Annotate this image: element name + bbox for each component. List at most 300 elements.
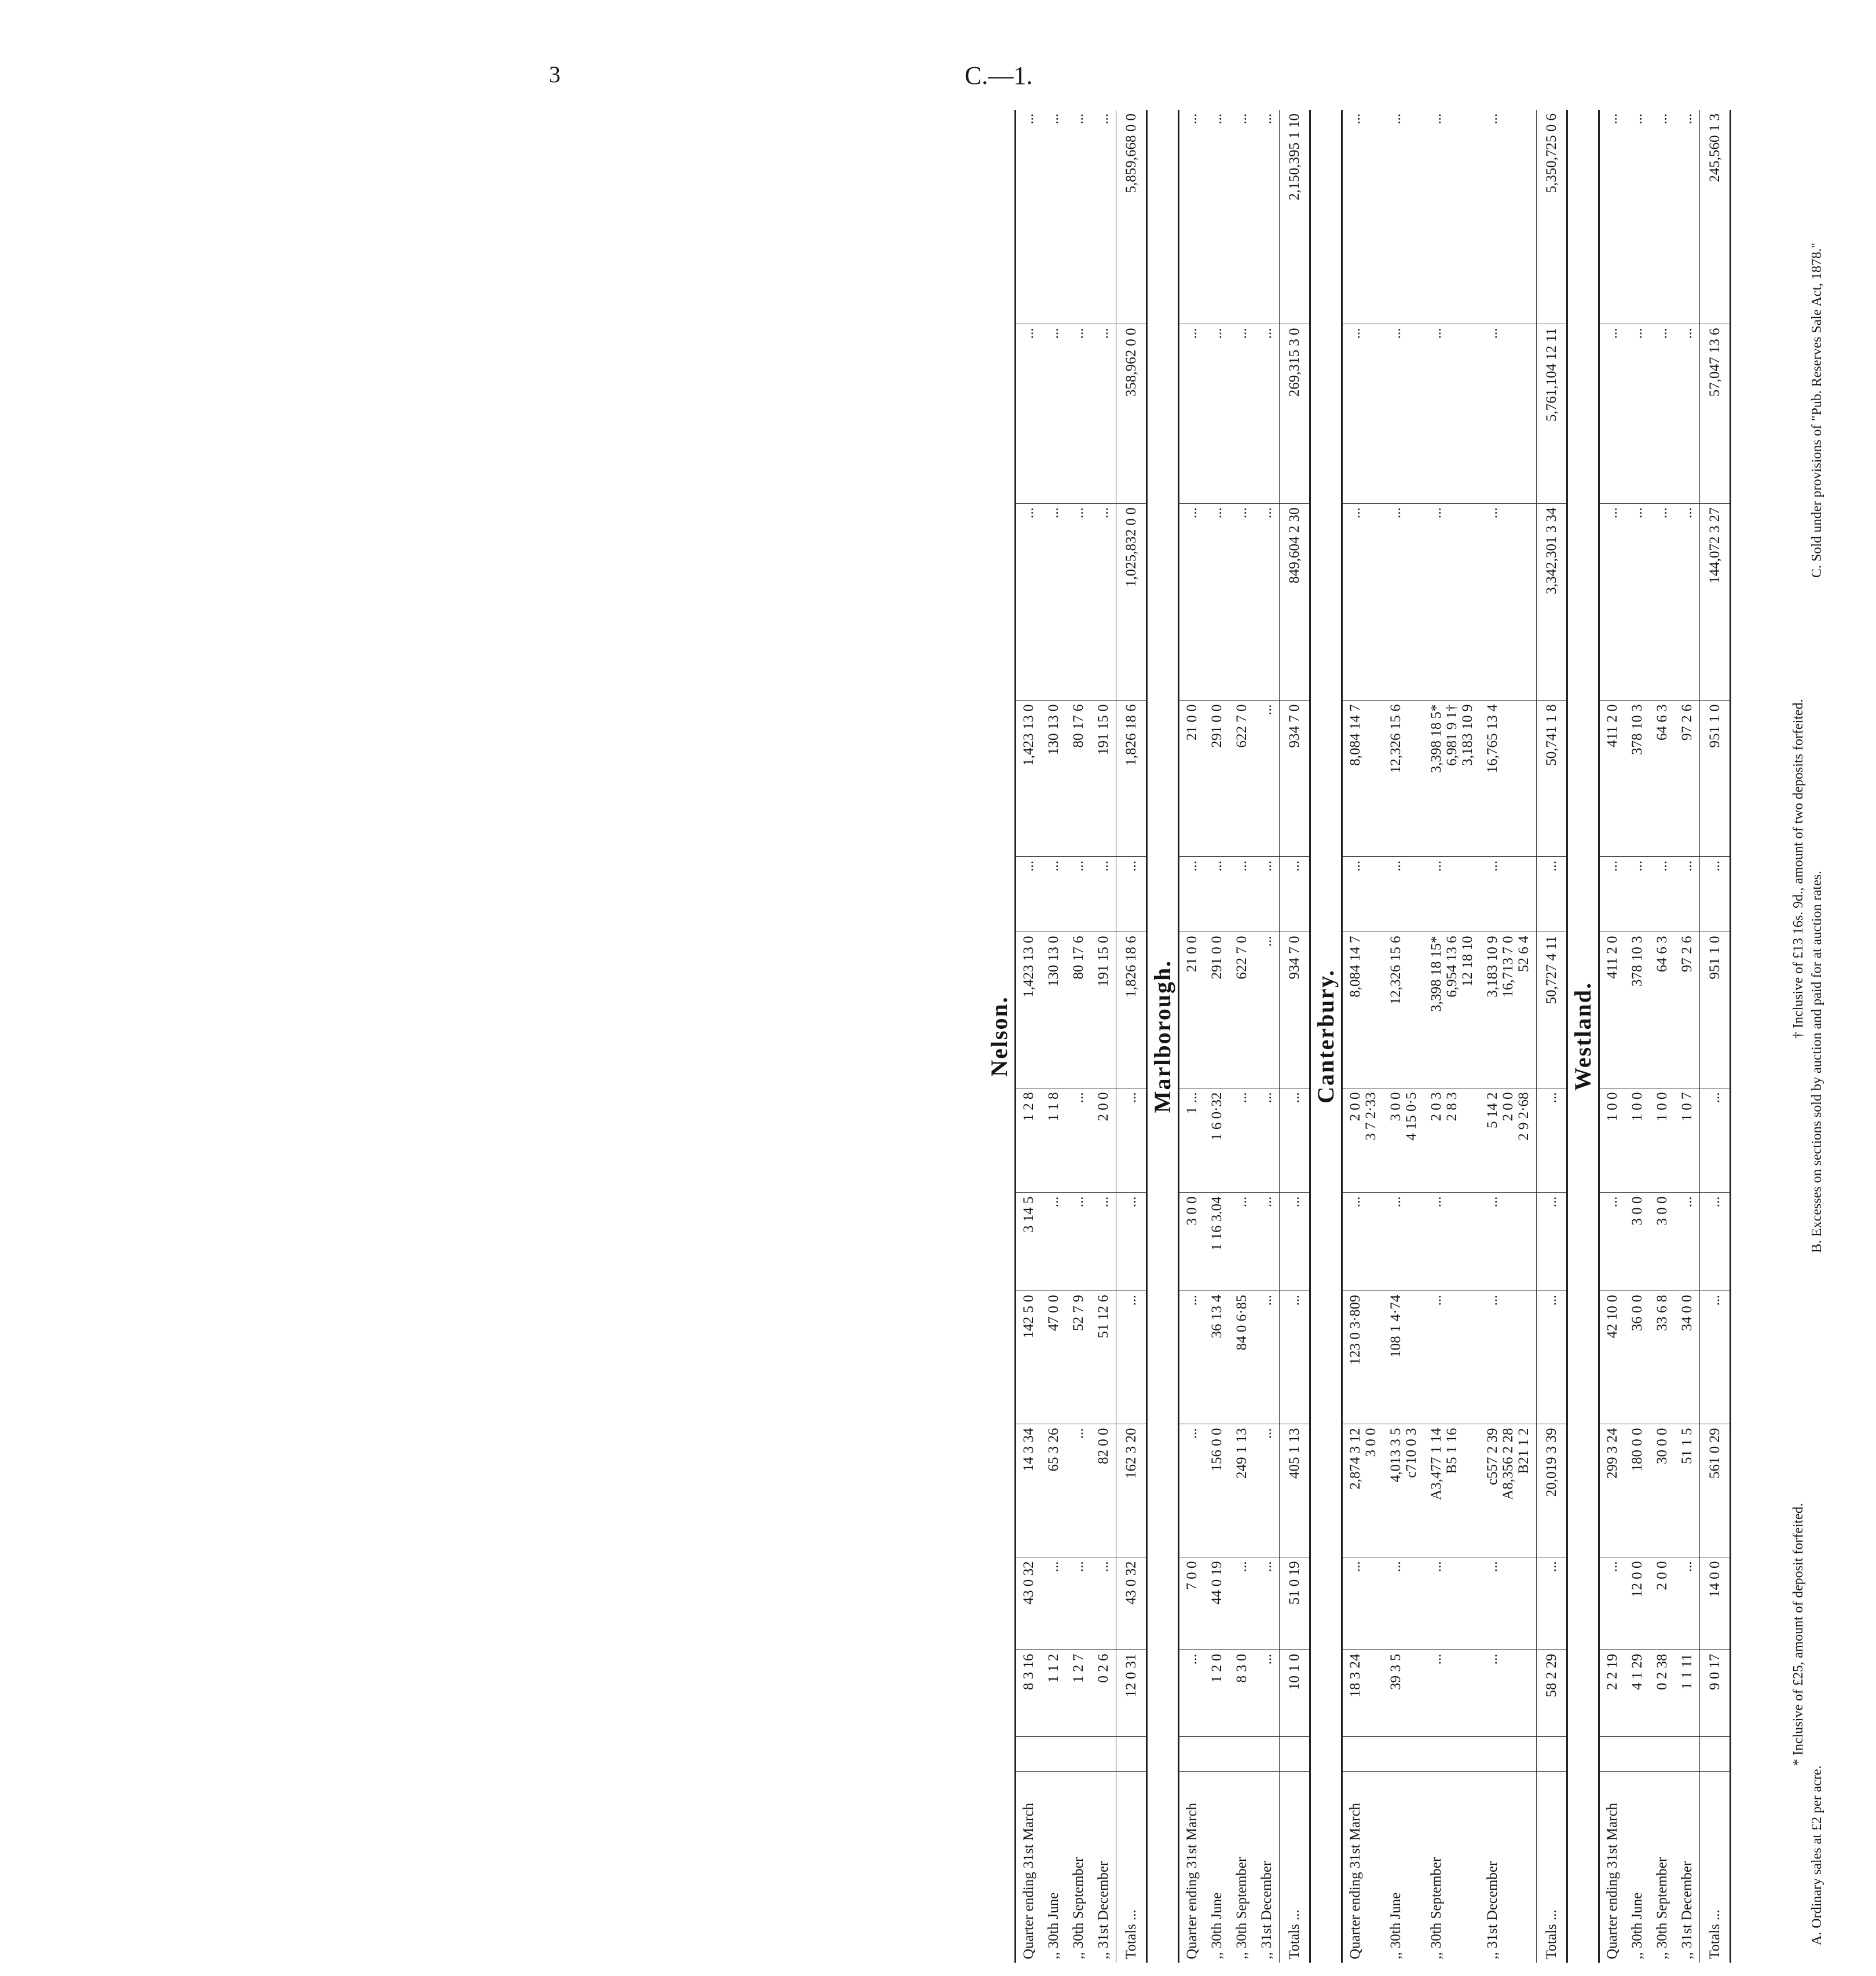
cell-line: 52 6 4 bbox=[1516, 936, 1531, 972]
cell-line: 64 6 3 bbox=[1654, 936, 1670, 972]
cell-line: ... bbox=[1046, 507, 1061, 519]
cell-c11 bbox=[1116, 324, 1147, 504]
cell-c6 bbox=[1537, 1088, 1567, 1193]
cell-line: 1 1 11 bbox=[1679, 1654, 1695, 1690]
cell-line: ... bbox=[1259, 1428, 1274, 1439]
quarter-label: ,, 30th June bbox=[1046, 1892, 1061, 1959]
cell-line: 58 2 29 bbox=[1544, 1654, 1559, 1698]
table-row bbox=[1383, 110, 1424, 1963]
cell-c1 bbox=[1091, 1650, 1116, 1737]
cell-c8 bbox=[1041, 857, 1066, 932]
footnote-a: A. Ordinary sales at £2 per acre. bbox=[1809, 1765, 1824, 1945]
cell-c7 bbox=[1537, 932, 1567, 1088]
cell-c5 bbox=[1280, 1193, 1310, 1291]
section-title: Westland. bbox=[1570, 981, 1596, 1091]
cell-line: ... bbox=[1679, 1561, 1695, 1572]
footnotes bbox=[1789, 110, 1826, 1963]
cell-line: 1 1 2 bbox=[1046, 1654, 1061, 1683]
cell-line: 144,072 3 27 bbox=[1707, 507, 1723, 584]
section-title: Marlborough. bbox=[1149, 959, 1175, 1113]
cell-c2 bbox=[1342, 1557, 1384, 1650]
cell-line: ... bbox=[1388, 860, 1404, 872]
cell-line: 2 0 0 bbox=[1500, 1092, 1516, 1121]
cell-c5 bbox=[1675, 1193, 1700, 1291]
cell-line: ... bbox=[1428, 1196, 1444, 1208]
cell-line: ... bbox=[1184, 1295, 1200, 1306]
cell-line: 57,047 13 6 bbox=[1707, 328, 1723, 397]
totals-row bbox=[1280, 110, 1310, 1963]
paper-reference: C.—1. bbox=[965, 61, 1033, 90]
cell-line: ... bbox=[1021, 113, 1036, 124]
cell-line: ... bbox=[1544, 1295, 1559, 1306]
cell-line: ... bbox=[1259, 113, 1274, 124]
cell-c11 bbox=[1204, 324, 1229, 504]
cell-line: 65 3 26 bbox=[1046, 1428, 1061, 1472]
footnote-c: C. Sold under provisions of "Pub. Reserves Sale Act, 1878." bbox=[1809, 243, 1824, 578]
cell-line: 3 7 2·33 bbox=[1363, 1092, 1379, 1141]
cell-c5 bbox=[1116, 1193, 1147, 1291]
cell-c8 bbox=[1675, 857, 1700, 932]
cell-line: 1,826 18 6 bbox=[1123, 936, 1139, 998]
cell-line: ... bbox=[1347, 507, 1363, 519]
cell-c7 bbox=[1599, 932, 1625, 1088]
cell-c1 bbox=[1424, 1650, 1480, 1737]
leader-dots bbox=[1625, 1737, 1650, 1772]
cell-line: ... bbox=[1184, 1654, 1200, 1665]
cell-line: 180 0 0 bbox=[1629, 1428, 1645, 1472]
cell-line: 1,423 13 0 bbox=[1021, 704, 1036, 766]
cell-c1 bbox=[1599, 1650, 1625, 1737]
cell-line: 622 7 0 bbox=[1234, 936, 1250, 980]
cell-c3 bbox=[1016, 1424, 1042, 1557]
cell-c4 bbox=[1204, 1291, 1229, 1424]
cell-line: ... bbox=[1604, 113, 1620, 124]
cell-c12 bbox=[1342, 110, 1384, 324]
cell-line: ... bbox=[1259, 507, 1274, 519]
quarter-label: Totals ... bbox=[1116, 1772, 1147, 1963]
cell-line: 18 3 24 bbox=[1347, 1654, 1363, 1698]
cell-c1 bbox=[1700, 1650, 1731, 1737]
leader-dots bbox=[1091, 1737, 1116, 1772]
cell-line: ... bbox=[1234, 1561, 1250, 1572]
cell-c8 bbox=[1204, 857, 1229, 932]
cell-c9 bbox=[1254, 701, 1280, 857]
cell-line: 3,398 18 5* bbox=[1428, 704, 1444, 773]
cell-c11 bbox=[1480, 324, 1537, 504]
cell-c12 bbox=[1424, 110, 1480, 324]
cell-c10 bbox=[1204, 504, 1229, 701]
cell-line: 1,826 18 6 bbox=[1123, 704, 1139, 766]
cell-line: ... bbox=[1428, 328, 1444, 339]
cell-c7 bbox=[1016, 932, 1042, 1088]
cell-line: ... bbox=[1679, 860, 1695, 872]
cell-line: ... bbox=[1707, 1295, 1723, 1306]
cell-c7 bbox=[1383, 932, 1424, 1088]
cell-c10 bbox=[1016, 504, 1042, 701]
cell-line: ... bbox=[1046, 113, 1061, 124]
cell-line: 84 0 6·85 bbox=[1234, 1295, 1250, 1351]
cell-c6 bbox=[1041, 1088, 1066, 1193]
leader-dots bbox=[1066, 1737, 1091, 1772]
cell-line: ... bbox=[1428, 1295, 1444, 1306]
cell-line: 2 8 3 bbox=[1444, 1092, 1460, 1121]
cell-c6 bbox=[1091, 1088, 1116, 1193]
cell-line: 51 1 5 bbox=[1679, 1428, 1695, 1464]
cell-line: ... bbox=[1287, 1295, 1302, 1306]
cell-line: 1 0 7 bbox=[1679, 1092, 1695, 1121]
cell-line: 47 0 0 bbox=[1046, 1295, 1061, 1331]
cell-c11 bbox=[1537, 324, 1567, 504]
cell-line: ... bbox=[1071, 1561, 1086, 1572]
cell-c9 bbox=[1204, 701, 1229, 857]
cell-line: 2 0 0 bbox=[1095, 1092, 1111, 1121]
cell-line: 8 3 0 bbox=[1234, 1654, 1250, 1683]
cell-c5 bbox=[1179, 1193, 1205, 1291]
cell-line: ... bbox=[1604, 328, 1620, 339]
cell-line: 14 0 0 bbox=[1707, 1561, 1723, 1597]
cell-line: ... bbox=[1544, 1561, 1559, 1572]
rotated-page-body bbox=[984, 110, 1876, 1963]
cell-line: 378 10 3 bbox=[1629, 936, 1645, 987]
cell-line: 36 13 4 bbox=[1209, 1295, 1225, 1339]
cell-line: ... bbox=[1095, 1196, 1111, 1208]
cell-line: 16,765 13 4 bbox=[1485, 704, 1500, 773]
cell-c12 bbox=[1480, 110, 1537, 324]
cell-c11 bbox=[1041, 324, 1066, 504]
leader-dots bbox=[1204, 1737, 1229, 1772]
cell-line: ... bbox=[1679, 507, 1695, 519]
cell-line: 561 0 29 bbox=[1707, 1428, 1723, 1479]
cell-line: 0 2 6 bbox=[1095, 1654, 1111, 1683]
cell-c2 bbox=[1041, 1557, 1066, 1650]
cell-line: 130 13 0 bbox=[1046, 936, 1061, 987]
cell-c9 bbox=[1229, 701, 1254, 857]
cell-c7 bbox=[1700, 932, 1731, 1088]
cell-line: 30 0 0 bbox=[1654, 1428, 1670, 1464]
cell-c2 bbox=[1204, 1557, 1229, 1650]
cell-c11 bbox=[1254, 324, 1280, 504]
cell-line: 849,604 2 30 bbox=[1287, 507, 1302, 584]
cell-line: 2 9 2·68 bbox=[1516, 1092, 1531, 1141]
cell-c2 bbox=[1625, 1557, 1650, 1650]
cell-c3 bbox=[1280, 1424, 1310, 1557]
cell-line: 934 7 0 bbox=[1287, 936, 1302, 980]
cell-c3 bbox=[1204, 1424, 1229, 1557]
cell-c5 bbox=[1480, 1193, 1537, 1291]
cell-c4 bbox=[1599, 1291, 1625, 1424]
cell-c9 bbox=[1599, 701, 1625, 857]
quarter-label: ,, 31st December bbox=[1259, 1861, 1274, 1959]
cell-line: c710 0 3 bbox=[1404, 1428, 1419, 1478]
cell-c7 bbox=[1179, 932, 1205, 1088]
cell-c5 bbox=[1254, 1193, 1280, 1291]
quarter-label: Quarter ending 31st March bbox=[1184, 1802, 1200, 1959]
cell-c12 bbox=[1229, 110, 1254, 324]
cell-c3 bbox=[1537, 1424, 1567, 1557]
cell-c4 bbox=[1675, 1291, 1700, 1424]
cell-line: ... bbox=[1234, 507, 1250, 519]
cell-c1 bbox=[1179, 1650, 1205, 1737]
cell-line: ... bbox=[1095, 113, 1111, 124]
cell-c6 bbox=[1625, 1088, 1650, 1193]
cell-line: 0 2 38 bbox=[1654, 1654, 1670, 1690]
cell-c2 bbox=[1066, 1557, 1091, 1650]
cell-c5 bbox=[1066, 1193, 1091, 1291]
cell-line: 2 0 3 bbox=[1428, 1092, 1444, 1121]
leader-dots bbox=[1041, 1737, 1066, 1772]
cell-line: ... bbox=[1629, 328, 1645, 339]
table-row bbox=[1650, 110, 1675, 1963]
cell-line: ... bbox=[1707, 1092, 1723, 1104]
cell-c3 bbox=[1675, 1424, 1700, 1557]
cell-line: 378 10 3 bbox=[1629, 704, 1645, 755]
footnote-dagger: † Inclusive of £13 16s. 9d., amount of two deposits forfeited. bbox=[1791, 699, 1806, 1039]
cell-line: 3,398 18 15* bbox=[1428, 936, 1444, 1012]
leader-dots bbox=[1537, 1737, 1567, 1772]
cell-c1 bbox=[1041, 1650, 1066, 1737]
cell-line: 5,761,104 12 11 bbox=[1544, 328, 1559, 422]
cell-c11 bbox=[1650, 324, 1675, 504]
cell-c1 bbox=[1675, 1650, 1700, 1737]
cell-c9 bbox=[1424, 701, 1480, 857]
cell-c7 bbox=[1041, 932, 1066, 1088]
cell-c11 bbox=[1424, 324, 1480, 504]
cell-line: ... bbox=[1388, 113, 1404, 124]
quarter-label: ,, 30th September bbox=[1234, 1857, 1250, 1959]
cell-c5 bbox=[1091, 1193, 1116, 1291]
cell-line: ... bbox=[1544, 1196, 1559, 1208]
cell-line: 8,084 14 7 bbox=[1347, 704, 1363, 766]
cell-line: ... bbox=[1629, 860, 1645, 872]
cell-c10 bbox=[1383, 504, 1424, 701]
cell-line: 50,741 1 8 bbox=[1544, 704, 1559, 766]
cell-c10 bbox=[1091, 504, 1116, 701]
cell-c4 bbox=[1480, 1291, 1537, 1424]
cell-c2 bbox=[1179, 1557, 1205, 1650]
cell-c9 bbox=[1066, 701, 1091, 857]
district-table bbox=[1598, 110, 1731, 1963]
cell-line: ... bbox=[1259, 860, 1274, 872]
cell-line: ... bbox=[1604, 1561, 1620, 1572]
cell-line: 1 2 8 bbox=[1021, 1092, 1036, 1121]
cell-line: ... bbox=[1259, 1092, 1274, 1104]
cell-line: 1 1 8 bbox=[1046, 1092, 1061, 1121]
cell-c12 bbox=[1537, 110, 1567, 324]
cell-c2 bbox=[1537, 1557, 1567, 1650]
cell-line: ... bbox=[1095, 1561, 1111, 1572]
cell-c2 bbox=[1280, 1557, 1310, 1650]
cell-line: 299 3 24 bbox=[1604, 1428, 1620, 1479]
cell-c10 bbox=[1480, 504, 1537, 701]
cell-c12 bbox=[1625, 110, 1650, 324]
cell-c4 bbox=[1229, 1291, 1254, 1424]
cell-line: 52 7 9 bbox=[1071, 1295, 1086, 1331]
cell-line: 1,025,832 0 0 bbox=[1123, 507, 1139, 587]
cell-line: 245,560 1 3 bbox=[1707, 113, 1723, 182]
cell-c7 bbox=[1091, 932, 1116, 1088]
cell-c4 bbox=[1091, 1291, 1116, 1424]
cell-c6 bbox=[1204, 1088, 1229, 1193]
cell-c7 bbox=[1280, 932, 1310, 1088]
cell-line: 34 0 0 bbox=[1679, 1295, 1695, 1331]
quarter-label: Quarter ending 31st March bbox=[1021, 1802, 1036, 1959]
cell-line: ... bbox=[1388, 328, 1404, 339]
cell-c4 bbox=[1254, 1291, 1280, 1424]
cell-c10 bbox=[1041, 504, 1066, 701]
cell-line: ... bbox=[1287, 1196, 1302, 1208]
cell-c9 bbox=[1537, 701, 1567, 857]
cell-line: ... bbox=[1184, 1428, 1200, 1439]
cell-line: 1 16 3.04 bbox=[1209, 1196, 1225, 1251]
cell-line: 80 17 6 bbox=[1071, 936, 1086, 980]
leader-dots bbox=[1229, 1737, 1254, 1772]
cell-line: 12 0 0 bbox=[1629, 1561, 1645, 1597]
cell-line: 5,350,725 0 6 bbox=[1544, 113, 1559, 193]
table-row bbox=[1091, 110, 1116, 1963]
district-table bbox=[1341, 110, 1568, 1963]
cell-c8 bbox=[1480, 857, 1537, 932]
cell-line: ... bbox=[1046, 860, 1061, 872]
cell-c11 bbox=[1179, 324, 1205, 504]
cell-c7 bbox=[1480, 932, 1537, 1088]
cell-c9 bbox=[1179, 701, 1205, 857]
table-row bbox=[1675, 110, 1700, 1963]
cell-line: 2 0 0 bbox=[1654, 1561, 1670, 1590]
cell-c4 bbox=[1700, 1291, 1731, 1424]
cell-line: 21 0 0 bbox=[1184, 704, 1200, 740]
cell-line: 3 0 0 bbox=[1654, 1196, 1670, 1226]
cell-c10 bbox=[1700, 504, 1731, 701]
cell-line: ... bbox=[1095, 328, 1111, 339]
cell-c3 bbox=[1424, 1424, 1480, 1557]
cell-line: ... bbox=[1095, 860, 1111, 872]
cell-line: 36 0 0 bbox=[1629, 1295, 1645, 1331]
cell-c5 bbox=[1650, 1193, 1675, 1291]
cell-c6 bbox=[1280, 1088, 1310, 1193]
cell-c6 bbox=[1650, 1088, 1675, 1193]
cell-c9 bbox=[1383, 701, 1424, 857]
cell-c7 bbox=[1116, 932, 1147, 1088]
cell-c5 bbox=[1599, 1193, 1625, 1291]
table-row bbox=[1342, 110, 1384, 1963]
cell-line: 9 0 17 bbox=[1707, 1654, 1723, 1690]
cell-c4 bbox=[1383, 1291, 1424, 1424]
cell-c10 bbox=[1116, 504, 1147, 701]
cell-c1 bbox=[1383, 1650, 1424, 1737]
cell-line: ... bbox=[1234, 860, 1250, 872]
totals-row bbox=[1537, 110, 1567, 1963]
cell-line: 10 1 0 bbox=[1287, 1654, 1302, 1690]
cell-c1 bbox=[1650, 1650, 1675, 1737]
cell-c7 bbox=[1066, 932, 1091, 1088]
cell-line: ... bbox=[1123, 1092, 1139, 1104]
cell-line: 6,981 9 1† bbox=[1444, 704, 1460, 766]
cell-line: ... bbox=[1428, 507, 1444, 519]
cell-c12 bbox=[1116, 110, 1147, 324]
page-number: 3 bbox=[549, 61, 560, 87]
cell-c10 bbox=[1424, 504, 1480, 701]
cell-line: ... bbox=[1046, 1196, 1061, 1208]
cell-line: ... bbox=[1071, 328, 1086, 339]
cell-c10 bbox=[1066, 504, 1091, 701]
cell-c8 bbox=[1383, 857, 1424, 932]
cell-line: 3 0 0 bbox=[1629, 1196, 1645, 1226]
cell-c11 bbox=[1066, 324, 1091, 504]
cell-line: ... bbox=[1485, 507, 1500, 519]
cell-c1 bbox=[1066, 1650, 1091, 1737]
cell-c12 bbox=[1650, 110, 1675, 324]
cell-line: 3 14 5 bbox=[1021, 1196, 1036, 1233]
cell-line: 3 0 0 bbox=[1388, 1092, 1404, 1121]
cell-line: ... bbox=[1485, 1654, 1500, 1665]
cell-line: 1 ... bbox=[1184, 1092, 1200, 1114]
quarter-label: ,, 31st December bbox=[1095, 1861, 1111, 1959]
cell-line: 50,727 4 11 bbox=[1544, 936, 1559, 1005]
cell-c2 bbox=[1480, 1557, 1537, 1650]
cell-line: 108 1 4·74 bbox=[1388, 1295, 1404, 1358]
cell-line: c557 2 39 bbox=[1485, 1428, 1500, 1486]
cell-line: ... bbox=[1347, 1196, 1363, 1208]
cell-c3 bbox=[1066, 1424, 1091, 1557]
cell-c12 bbox=[1700, 110, 1731, 324]
cell-line: ... bbox=[1071, 860, 1086, 872]
cell-line: 291 0 0 bbox=[1209, 936, 1225, 980]
cell-line: 21 0 0 bbox=[1184, 936, 1200, 972]
cell-line: ... bbox=[1071, 1428, 1086, 1439]
totals-row bbox=[1700, 110, 1731, 1963]
cell-c10 bbox=[1179, 504, 1205, 701]
cell-c8 bbox=[1254, 857, 1280, 932]
cell-c5 bbox=[1342, 1193, 1384, 1291]
leader-dots bbox=[1675, 1737, 1700, 1772]
cell-line: 4 15 0·5 bbox=[1404, 1092, 1419, 1141]
cell-line: ... bbox=[1046, 1561, 1061, 1572]
cell-line: 622 7 0 bbox=[1234, 704, 1250, 748]
cell-c6 bbox=[1016, 1088, 1042, 1193]
cell-c5 bbox=[1424, 1193, 1480, 1291]
cell-c11 bbox=[1700, 324, 1731, 504]
cell-line: ... bbox=[1604, 1196, 1620, 1208]
table-row bbox=[1179, 110, 1205, 1963]
cell-line: ... bbox=[1388, 1561, 1404, 1572]
cell-c8 bbox=[1091, 857, 1116, 932]
cell-c4 bbox=[1342, 1291, 1384, 1424]
cell-line: 43 0 32 bbox=[1021, 1561, 1036, 1605]
cell-c10 bbox=[1537, 504, 1567, 701]
cell-c11 bbox=[1625, 324, 1650, 504]
cell-line: 411 2 0 bbox=[1604, 936, 1620, 979]
cell-c7 bbox=[1229, 932, 1254, 1088]
table-row bbox=[1229, 110, 1254, 1963]
cell-line: 12,326 15 6 bbox=[1388, 936, 1404, 1005]
cell-line: 1 6 0·32 bbox=[1209, 1092, 1225, 1141]
cell-line: ... bbox=[1234, 328, 1250, 339]
cell-line: 3 0 0 bbox=[1363, 1428, 1379, 1457]
cell-c8 bbox=[1625, 857, 1650, 932]
cell-c6 bbox=[1383, 1088, 1424, 1193]
cell-c7 bbox=[1675, 932, 1700, 1088]
cell-c6 bbox=[1342, 1088, 1384, 1193]
cell-line: 51 0 19 bbox=[1287, 1561, 1302, 1605]
cell-c10 bbox=[1625, 504, 1650, 701]
cell-c3 bbox=[1254, 1424, 1280, 1557]
cell-line: 97 2 6 bbox=[1679, 936, 1695, 972]
cell-line: ... bbox=[1123, 1196, 1139, 1208]
cell-line: ... bbox=[1184, 328, 1200, 339]
cell-line: ... bbox=[1604, 507, 1620, 519]
cell-c12 bbox=[1599, 110, 1625, 324]
cell-line: ... bbox=[1184, 860, 1200, 872]
